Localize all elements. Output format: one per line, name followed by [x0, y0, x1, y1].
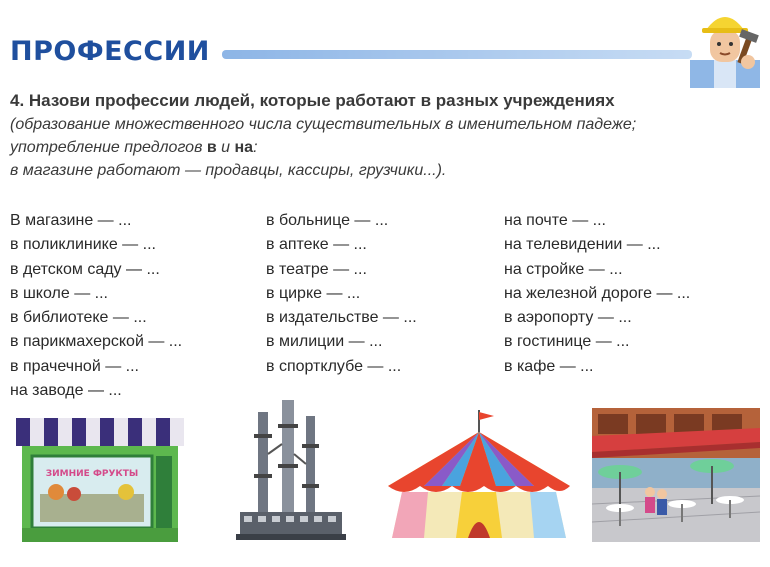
note-text: употребление предлогов — [10, 139, 207, 156]
list-item: в больнице — ... — [266, 212, 389, 229]
list-item: в прачечной — ... — [10, 357, 139, 375]
list-item: в театре — ... — [266, 260, 367, 278]
list-item: в спортклубе — ... — [266, 357, 402, 375]
list-item: в аптеке — ... — [266, 236, 367, 254]
list-item: в школе — ... — [10, 284, 108, 302]
exercise-title: 4. Назови профессии людей, которые работают в разных учреждениях — [10, 91, 615, 110]
list-item: на заводе — ... — [10, 382, 122, 400]
list-item: на стройке — ... — [504, 260, 623, 278]
shop-illustration — [16, 414, 184, 544]
shop-awning — [16, 418, 184, 446]
list-item: в аэропорту — ... — [504, 309, 632, 327]
list-item: на железной дороге — ... — [504, 284, 691, 302]
note-text: и — [216, 139, 235, 156]
places-column-2 — [266, 209, 417, 379]
shop-sign-text: ЗИМНИЕ ФРУКТЫ — [45, 469, 139, 479]
exercise-note-line-3: в магазине работают — продавцы, кассиры, грузчики...). — [10, 162, 447, 179]
exercise-note-line-2 — [10, 139, 258, 157]
header-rule — [222, 50, 692, 59]
note-preposition-na: на — [234, 139, 254, 156]
list-item: в поликлинике — ... — [10, 236, 156, 254]
list-item: в библиотеке — ... — [10, 309, 147, 327]
list-item: в гостинице — ... — [504, 333, 630, 351]
note-text: : — [253, 139, 258, 156]
list-item: на телевидении — ... — [504, 236, 661, 254]
list-item: на почте — ... — [504, 212, 606, 229]
places-column-1 — [10, 209, 182, 403]
list-item: в издательстве — ... — [266, 309, 417, 327]
exercise-note-line-1: (образование множественного числа существительных в именительном падеже; — [10, 116, 637, 133]
page-title: ПРОФЕССИИ — [10, 36, 210, 67]
note-preposition-v: в — [206, 139, 217, 156]
places-column-3 — [504, 209, 690, 379]
list-item: в детском саду — ... — [10, 260, 160, 278]
list-item: в цирке — ... — [266, 284, 361, 302]
list-item: В магазине — ... — [10, 212, 132, 229]
list-item: в милиции — ... — [266, 333, 383, 351]
list-item: в кафе — ... — [504, 357, 594, 375]
cafe-illustration — [592, 408, 760, 542]
list-item: в парикмахерской — ... — [10, 333, 183, 351]
builder-mascot-icon — [680, 0, 770, 88]
factory-illustration — [236, 394, 346, 544]
circus-tent-illustration — [384, 406, 574, 541]
